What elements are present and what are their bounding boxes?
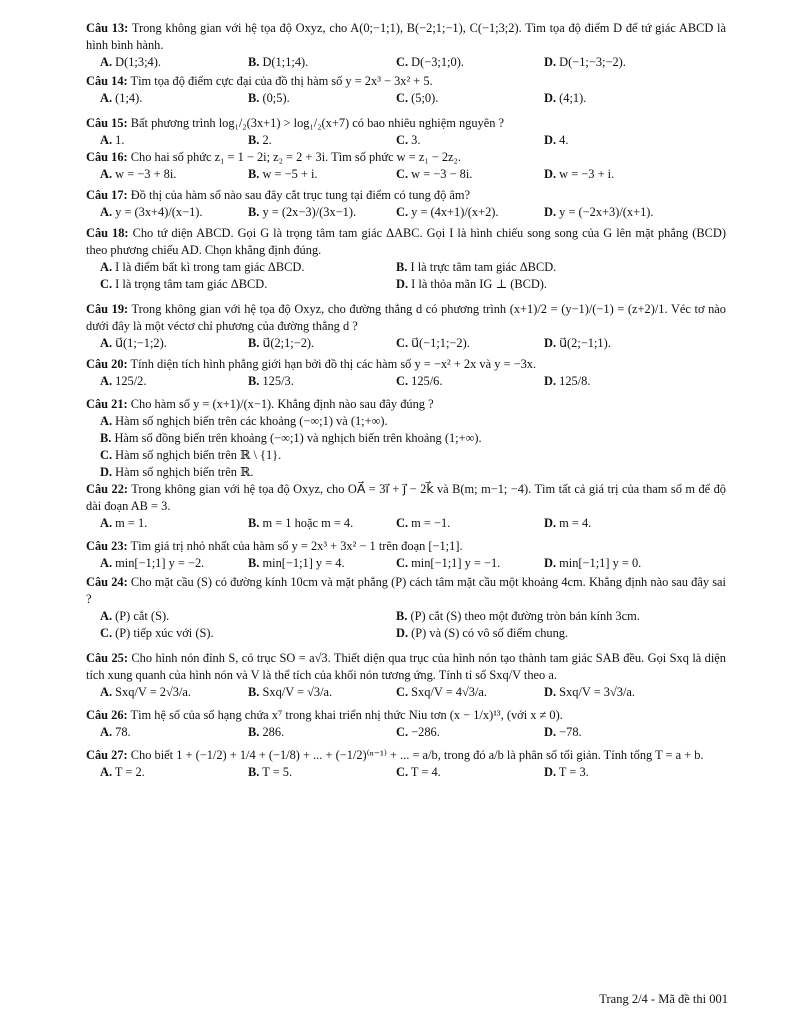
option-text: Hàm số nghịch biến trên ℝ. bbox=[115, 465, 254, 479]
option-text: 125/3. bbox=[262, 374, 294, 388]
option-text: D(−3;1;0). bbox=[411, 55, 464, 69]
option-letter: D. bbox=[544, 205, 557, 219]
option-text: y = (4x+1)/(x+2). bbox=[411, 205, 499, 219]
option-text: 125/6. bbox=[411, 374, 443, 388]
option-letter: B. bbox=[248, 133, 260, 147]
option-text: 1. bbox=[115, 133, 125, 147]
option-letter: D. bbox=[544, 374, 557, 388]
option-text: (P) cắt (S). bbox=[115, 609, 170, 623]
answer-option[interactable] bbox=[234, 90, 382, 107]
question-label: Câu 20: bbox=[86, 357, 128, 371]
question-block bbox=[86, 356, 726, 390]
option-letter: A. bbox=[100, 336, 113, 350]
answer-option[interactable] bbox=[234, 373, 382, 390]
question-text: Bất phương trình log₁/₂(3x+1) > log₁/₂(x+7) có bao nhiêu nghiệm nguyên ? bbox=[130, 116, 505, 130]
answer-option[interactable] bbox=[530, 555, 678, 572]
option-text: Sxq/V = 4√3/a. bbox=[411, 685, 488, 699]
option-text: (P) cắt (S) theo một đường tròn bán kính 3cm. bbox=[410, 609, 640, 623]
answer-option[interactable] bbox=[234, 204, 382, 221]
options-row bbox=[86, 684, 726, 701]
option-letter: B. bbox=[396, 609, 408, 623]
option-text: T = 3. bbox=[558, 765, 589, 779]
option-text: Sxq/V = 2√3/a. bbox=[115, 685, 192, 699]
question-stem bbox=[86, 187, 726, 204]
option-letter: A. bbox=[100, 765, 113, 779]
option-letter: D. bbox=[544, 133, 557, 147]
option-text: y = (−2x+3)/(x+1). bbox=[559, 205, 654, 219]
option-text: m = 1 hoặc m = 4. bbox=[262, 516, 354, 530]
question-label: Câu 13: bbox=[86, 21, 129, 35]
question-stem bbox=[86, 115, 726, 132]
question-label: Câu 24: bbox=[86, 575, 128, 589]
options-row bbox=[86, 413, 726, 430]
option-text: Hàm số nghịch biến trên ℝ \ {1}. bbox=[115, 448, 282, 462]
question-label: Câu 18: bbox=[86, 226, 129, 240]
answer-option[interactable] bbox=[530, 166, 678, 183]
option-letter: D. bbox=[100, 465, 113, 479]
option-letter: A. bbox=[100, 374, 113, 388]
answer-option[interactable] bbox=[86, 608, 382, 625]
option-text: T = 2. bbox=[114, 765, 145, 779]
option-text: D(1;1;4). bbox=[262, 55, 309, 69]
question-stem bbox=[86, 481, 726, 515]
answer-option[interactable] bbox=[234, 764, 382, 781]
answer-option[interactable] bbox=[382, 259, 678, 276]
option-text: I là điểm bất kì trong tam giác ΔBCD. bbox=[115, 260, 305, 274]
options-row bbox=[86, 54, 726, 71]
answer-option[interactable] bbox=[86, 166, 234, 183]
option-letter: A. bbox=[100, 133, 113, 147]
option-letter: D. bbox=[396, 277, 409, 291]
answer-option[interactable] bbox=[234, 684, 382, 701]
option-letter: D. bbox=[544, 167, 557, 181]
option-text: I là trực tâm tam giác ΔBCD. bbox=[410, 260, 557, 274]
answer-option[interactable] bbox=[86, 276, 382, 293]
question-text: Cho hai số phức z₁ = 1 − 2i; z₂ = 2 + 3i. Tìm số phức w = z₁ − 2z₂. bbox=[130, 150, 461, 164]
option-letter: C. bbox=[100, 626, 113, 640]
question-text: Đồ thị của hàm số nào sau đây cắt trục tung tại điểm có tung độ âm? bbox=[130, 188, 471, 202]
option-letter: B. bbox=[248, 336, 260, 350]
answer-option[interactable] bbox=[86, 373, 234, 390]
question-label: Câu 17: bbox=[86, 188, 128, 202]
question-block bbox=[86, 225, 726, 293]
option-text: m = 4. bbox=[559, 516, 592, 530]
option-text: u⃗(−1;1;−2). bbox=[411, 336, 470, 350]
option-letter: B. bbox=[248, 765, 260, 779]
question-block bbox=[86, 396, 726, 481]
answer-option[interactable] bbox=[234, 335, 382, 352]
option-letter: A. bbox=[100, 556, 113, 570]
option-text: Sxq/V = √3/a. bbox=[262, 685, 333, 699]
question-block bbox=[86, 115, 726, 149]
options-row bbox=[86, 259, 726, 276]
answer-option[interactable] bbox=[382, 684, 530, 701]
answer-option[interactable] bbox=[86, 555, 234, 572]
question-block bbox=[86, 301, 726, 352]
options-row bbox=[86, 515, 726, 532]
option-letter: C. bbox=[396, 205, 409, 219]
option-text: min[−1;1] y = −1. bbox=[411, 556, 501, 570]
option-text: m = 1. bbox=[115, 516, 148, 530]
answer-option[interactable] bbox=[234, 724, 382, 741]
page-footer: Trang 2/4 - Mã đề thi 001 bbox=[599, 992, 728, 1006]
question-label: Câu 21: bbox=[86, 397, 128, 411]
option-text: Hàm số nghịch biến trên các khoảng (−∞;1) và (1;+∞). bbox=[115, 414, 388, 428]
question-text: Tìm giá trị nhỏ nhất của hàm số y = 2x³ + 3x² − 1 trên đoạn [−1;1]. bbox=[130, 539, 463, 553]
options-row bbox=[86, 764, 726, 781]
option-text: u⃗(1;−1;2). bbox=[115, 336, 167, 350]
option-text: y = (3x+4)/(x−1). bbox=[115, 205, 203, 219]
answer-option[interactable] bbox=[100, 431, 482, 445]
option-letter: D. bbox=[544, 765, 557, 779]
question-stem bbox=[86, 73, 726, 90]
answer-option[interactable] bbox=[234, 515, 382, 532]
question-text: Cho hàm số y = (x+1)/(x−1). Khẳng định nào sau đây đúng ? bbox=[130, 397, 434, 411]
question-label: Câu 22: bbox=[86, 482, 129, 496]
question-label: Câu 15: bbox=[86, 116, 128, 130]
option-text: u⃗(2;1;−2). bbox=[262, 336, 315, 350]
question-stem bbox=[86, 356, 726, 373]
option-text: I là thỏa mãn IG ⊥ (BCD). bbox=[411, 277, 548, 291]
question-stem bbox=[86, 538, 726, 555]
option-letter: A. bbox=[100, 516, 113, 530]
question-block bbox=[86, 707, 726, 741]
question-text: Cho hình nón đỉnh S, có trục SO = a√3. Thiết diện qua trục của hình nón tạo thành tam giác SAB đều. Gọi Sxq là diện tích xung quanh của hình nón và V là thể tích của khối nón tương ứng. Tính tỉ số Sxq/V theo a. bbox=[86, 651, 726, 682]
answer-option[interactable] bbox=[86, 764, 234, 781]
question-block bbox=[86, 481, 726, 532]
option-text: I là trọng tâm tam giác ΔBCD. bbox=[115, 277, 268, 291]
question-stem bbox=[86, 396, 726, 413]
answer-option[interactable] bbox=[86, 724, 234, 741]
option-text: w = −3 + 8i. bbox=[115, 167, 177, 181]
option-letter: B. bbox=[248, 374, 260, 388]
option-letter: A. bbox=[100, 91, 113, 105]
question-text: Tính diện tích hình phẳng giới hạn bởi đồ thị các hàm số y = −x² + 2x và y = −3x. bbox=[130, 357, 537, 371]
option-letter: B. bbox=[248, 91, 260, 105]
option-text: T = 4. bbox=[410, 765, 441, 779]
option-letter: A. bbox=[100, 205, 113, 219]
options-row bbox=[86, 555, 726, 572]
question-label: Câu 26: bbox=[86, 708, 128, 722]
option-letter: B. bbox=[248, 55, 260, 69]
answer-option[interactable] bbox=[382, 335, 530, 352]
option-text: u⃗(2;−1;1). bbox=[559, 336, 611, 350]
option-letter: D. bbox=[544, 556, 557, 570]
answer-option[interactable] bbox=[382, 90, 530, 107]
option-letter: A. bbox=[100, 260, 113, 274]
options-row bbox=[86, 276, 726, 293]
option-text: (P) tiếp xúc với (S). bbox=[115, 626, 214, 640]
answer-option[interactable] bbox=[382, 204, 530, 221]
question-text: Cho biết 1 + (−1/2) + 1/4 + (−1/8) + ... + (−1/2)⁽ⁿ⁻¹⁾ + ... = a/b, trong đó a/b là phân số tối giản. Tính tổng T = a + b. bbox=[130, 748, 704, 762]
question-block bbox=[86, 747, 726, 781]
exam-page bbox=[86, 20, 726, 781]
question-block bbox=[86, 20, 726, 71]
question-label: Câu 16: bbox=[86, 150, 128, 164]
option-text: 2. bbox=[262, 133, 272, 147]
question-label: Câu 14: bbox=[86, 74, 128, 88]
options-row bbox=[86, 608, 726, 625]
option-letter: D. bbox=[544, 336, 557, 350]
answer-option[interactable] bbox=[234, 132, 382, 149]
option-letter: C. bbox=[396, 685, 409, 699]
question-stem bbox=[86, 707, 726, 724]
question-label: Câu 23: bbox=[86, 539, 128, 553]
answer-option[interactable] bbox=[86, 684, 234, 701]
answer-option[interactable] bbox=[86, 625, 382, 642]
option-letter: C. bbox=[396, 336, 409, 350]
answer-option[interactable] bbox=[382, 276, 678, 293]
answer-option[interactable] bbox=[530, 764, 678, 781]
options-row bbox=[86, 430, 726, 447]
question-stem bbox=[86, 747, 726, 764]
question-block bbox=[86, 187, 726, 221]
option-text: 125/2. bbox=[115, 374, 147, 388]
answer-option[interactable] bbox=[382, 608, 678, 625]
option-text: 3. bbox=[411, 133, 421, 147]
answer-option[interactable] bbox=[100, 465, 253, 479]
option-letter: C. bbox=[396, 167, 409, 181]
option-letter: B. bbox=[248, 516, 260, 530]
answer-option[interactable] bbox=[382, 373, 530, 390]
option-text: D(1;3;4). bbox=[115, 55, 161, 69]
question-label: Câu 19: bbox=[86, 302, 129, 316]
option-text: (4;1). bbox=[559, 91, 587, 105]
answer-option[interactable] bbox=[530, 54, 678, 71]
options-row bbox=[86, 335, 726, 352]
question-label: Câu 27: bbox=[86, 748, 128, 762]
option-letter: B. bbox=[100, 431, 112, 445]
options-row bbox=[86, 464, 726, 481]
options-row bbox=[86, 132, 726, 149]
options-row bbox=[86, 447, 726, 464]
answer-option[interactable] bbox=[86, 259, 382, 276]
option-letter: B. bbox=[248, 167, 260, 181]
answer-option[interactable] bbox=[234, 54, 382, 71]
answer-option[interactable] bbox=[530, 335, 678, 352]
option-letter: A. bbox=[100, 725, 113, 739]
option-letter: C. bbox=[396, 133, 409, 147]
option-text: 78. bbox=[115, 725, 131, 739]
question-stem bbox=[86, 650, 726, 684]
answer-option[interactable] bbox=[382, 515, 530, 532]
question-text: Cho tứ diện ABCD. Gọi G là trọng tâm tam giác ΔABC. Gọi I là hình chiếu song song của G lên mặt phẳng (BCD) theo phương chiếu AD. Chọn khẳng định đúng. bbox=[86, 226, 726, 257]
answer-option[interactable] bbox=[530, 684, 678, 701]
option-letter: D. bbox=[544, 91, 557, 105]
answer-option[interactable] bbox=[382, 54, 530, 71]
option-letter: D. bbox=[544, 725, 557, 739]
options-row bbox=[86, 166, 726, 183]
option-text: (P) và (S) có vô số điểm chung. bbox=[411, 626, 569, 640]
question-block bbox=[86, 73, 726, 107]
option-text: D(−1;−3;−2). bbox=[559, 55, 626, 69]
option-text: 125/8. bbox=[559, 374, 591, 388]
answer-option[interactable] bbox=[86, 132, 234, 149]
option-text: min[−1;1] y = −2. bbox=[115, 556, 205, 570]
answer-option[interactable] bbox=[100, 414, 388, 428]
option-letter: C. bbox=[100, 448, 113, 462]
answer-option[interactable] bbox=[86, 335, 234, 352]
answer-option[interactable] bbox=[234, 166, 382, 183]
option-letter: C. bbox=[396, 55, 409, 69]
question-text: Trong không gian với hệ tọa độ Oxyz, cho đường thẳng d có phương trình (x+1)/2 = (y−1)/(−1) = (z+2)/1. Véc tơ nào dưới đây là một véctơ chỉ phương của đường thẳng d ? bbox=[86, 302, 727, 333]
option-text: 286. bbox=[262, 725, 285, 739]
options-row bbox=[86, 373, 726, 390]
option-letter: C. bbox=[100, 277, 113, 291]
question-block bbox=[86, 538, 726, 572]
option-letter: C. bbox=[396, 516, 409, 530]
option-letter: A. bbox=[100, 609, 113, 623]
option-text: y = (2x−3)/(3x−1). bbox=[262, 205, 357, 219]
answer-option[interactable] bbox=[234, 555, 382, 572]
question-block bbox=[86, 650, 726, 701]
option-text: min[−1;1] y = 0. bbox=[559, 556, 642, 570]
answer-option[interactable] bbox=[382, 625, 678, 642]
option-text: Sxq/V = 3√3/a. bbox=[559, 685, 636, 699]
question-text: Cho mặt cầu (S) có đường kính 10cm và mặt phẳng (P) cách tâm mặt cầu một khoảng 4cm. Khẳng định nào sau đây sai ? bbox=[86, 575, 726, 606]
question-block bbox=[86, 574, 726, 642]
option-letter: D. bbox=[544, 685, 557, 699]
options-row bbox=[86, 625, 726, 642]
option-letter: A. bbox=[100, 167, 113, 181]
option-text: −286. bbox=[411, 725, 440, 739]
option-letter: C. bbox=[396, 91, 409, 105]
option-text: (5;0). bbox=[411, 91, 439, 105]
answer-option[interactable] bbox=[530, 204, 678, 221]
option-text: (1;4). bbox=[115, 91, 143, 105]
option-letter: C. bbox=[396, 765, 409, 779]
option-letter: C. bbox=[396, 556, 409, 570]
options-row bbox=[86, 724, 726, 741]
option-letter: B. bbox=[248, 205, 260, 219]
option-letter: B. bbox=[248, 725, 260, 739]
option-text: (0;5). bbox=[262, 91, 290, 105]
question-block bbox=[86, 149, 726, 183]
option-letter: A. bbox=[100, 685, 113, 699]
option-text: min[−1;1] y = 4. bbox=[262, 556, 345, 570]
answer-option[interactable] bbox=[86, 204, 234, 221]
option-letter: C. bbox=[396, 725, 409, 739]
answer-option[interactable] bbox=[530, 373, 678, 390]
option-text: w = −3 + i. bbox=[559, 167, 615, 181]
answer-option[interactable] bbox=[382, 132, 530, 149]
question-text: Tìm tọa độ điểm cực đại của đồ thị hàm số y = 2x³ − 3x² + 5. bbox=[130, 74, 433, 88]
option-text: w = −3 − 8i. bbox=[411, 167, 473, 181]
question-stem bbox=[86, 149, 726, 166]
option-letter: B. bbox=[248, 685, 260, 699]
question-stem bbox=[86, 574, 726, 608]
option-letter: A. bbox=[100, 414, 113, 428]
question-stem bbox=[86, 20, 726, 54]
answer-option[interactable] bbox=[86, 54, 234, 71]
option-letter: A. bbox=[100, 55, 113, 69]
answer-option[interactable] bbox=[86, 515, 234, 532]
answer-option[interactable] bbox=[382, 166, 530, 183]
option-text: −78. bbox=[559, 725, 582, 739]
option-letter: D. bbox=[396, 626, 409, 640]
question-stem bbox=[86, 225, 726, 259]
option-text: 4. bbox=[559, 133, 569, 147]
answer-option[interactable] bbox=[382, 555, 530, 572]
option-letter: C. bbox=[396, 374, 409, 388]
question-text: Tìm hệ số của số hạng chứa x⁷ trong khai triển nhị thức Niu tơn (x − 1/x)¹³, (với x ≠ 0). bbox=[130, 708, 563, 722]
answer-option[interactable] bbox=[382, 764, 530, 781]
option-letter: D. bbox=[544, 516, 557, 530]
answer-option[interactable] bbox=[530, 515, 678, 532]
options-row bbox=[86, 90, 726, 107]
option-letter: D. bbox=[544, 55, 557, 69]
question-text: Trong không gian với hệ tọa độ Oxyz, cho OA⃗ = 3i⃗ + j⃗ − 2k⃗ và B(m; m−1; −4). Tìm tất cả giá trị của tham số m để độ dài đoạn AB = 3. bbox=[86, 482, 727, 513]
question-text: Trong không gian với hệ tọa độ Oxyz, cho A(0;−1;1), B(−2;1;−1), C(−1;3;2). Tìm tọa độ điểm D để tứ giác ABCD là hình bình hành. bbox=[86, 21, 726, 52]
answer-option[interactable] bbox=[382, 724, 530, 741]
option-letter: B. bbox=[396, 260, 408, 274]
options-row bbox=[86, 204, 726, 221]
answer-option[interactable] bbox=[86, 90, 234, 107]
question-label: Câu 25: bbox=[86, 651, 128, 665]
option-letter: B. bbox=[248, 556, 260, 570]
answer-option[interactable] bbox=[530, 90, 678, 107]
answer-option[interactable] bbox=[530, 724, 678, 741]
answer-option[interactable] bbox=[530, 132, 678, 149]
option-text: Hàm số đồng biến trên khoảng (−∞;1) và nghịch biến trên khoảng (1;+∞). bbox=[114, 431, 482, 445]
question-stem bbox=[86, 301, 726, 335]
answer-option[interactable] bbox=[100, 448, 281, 462]
option-text: w = −5 + i. bbox=[262, 167, 318, 181]
option-text: T = 5. bbox=[262, 765, 293, 779]
option-text: m = −1. bbox=[411, 516, 451, 530]
